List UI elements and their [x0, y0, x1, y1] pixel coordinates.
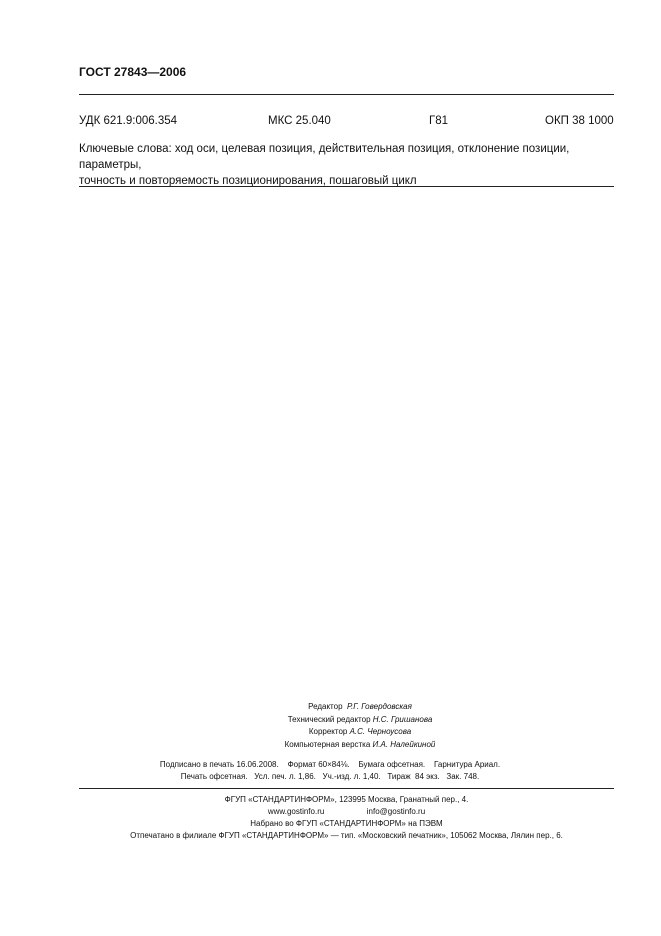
keywords-divider	[79, 186, 614, 187]
publisher-contacts	[79, 806, 614, 818]
publisher-address: ФГУП «СТАНДАРТИНФОРМ», 123995 Москва, Гранатный пер., 4.	[224, 795, 469, 804]
keywords-line-1: Ключевые слова: ход оси, целевая позиция, действительная позиция, отклонение позиции, параметры,	[79, 143, 570, 171]
keywords	[79, 141, 619, 189]
footer-divider	[79, 788, 614, 789]
layout-line	[230, 739, 490, 752]
email-link[interactable]: info@gostinfo.ru	[366, 807, 426, 816]
standard-number: ГОСТ 27843—2006	[79, 65, 187, 79]
mks-code: МКС 25.040	[268, 115, 331, 127]
corrector-name: А.С. Черноусова	[349, 727, 412, 736]
credits-block	[230, 701, 490, 751]
publication-line-1: Подписано в печать 16.06.2008. Формат 60×84⅛. Бумага офсетная. Гарнитура Ариал.	[159, 760, 501, 769]
corrector-label: Корректор	[308, 727, 348, 736]
editor-line	[230, 701, 490, 714]
okp-code: ОКП 38 1000	[545, 115, 614, 127]
editor-label: Редактор	[308, 702, 343, 711]
typeset-note: Набрано во ФГУП «СТАНДАРТИНФОРМ» на ПЭВМ	[250, 819, 443, 828]
layout-label: Компьютерная верстка	[284, 739, 371, 749]
tech-editor-label: Технический редактор	[287, 714, 371, 724]
website-link[interactable]: www.gostinfo.ru	[267, 807, 325, 816]
footer-block	[79, 794, 614, 842]
layout-name: И.А. Налейкиной	[372, 739, 436, 749]
keywords-line-2: точность и повторяемость позиционирования, пошаговый цикл	[79, 175, 417, 187]
publication-line-2: Печать офсетная. Усл. печ. л. 1,86. Уч.-изд. л. 1,40. Тираж 84 экз. Зак. 748.	[180, 772, 480, 781]
corrector-line	[230, 726, 490, 739]
tech-editor-name: Н.С. Гришанова	[372, 714, 433, 724]
group-code: Г81	[429, 115, 449, 127]
top-divider	[79, 94, 614, 95]
printed-note: Отпечатано в филиале ФГУП «СТАНДАРТИНФОРМ» — тип. «Московский печатник», 105062 Москва, Лялин пер., 6.	[130, 831, 563, 840]
tech-editor-line	[230, 714, 490, 727]
publication-info	[90, 759, 570, 783]
editor-name: Р.Г. Говердовская	[346, 702, 412, 711]
udk-code: УДК 621.9:006.354	[79, 115, 178, 127]
